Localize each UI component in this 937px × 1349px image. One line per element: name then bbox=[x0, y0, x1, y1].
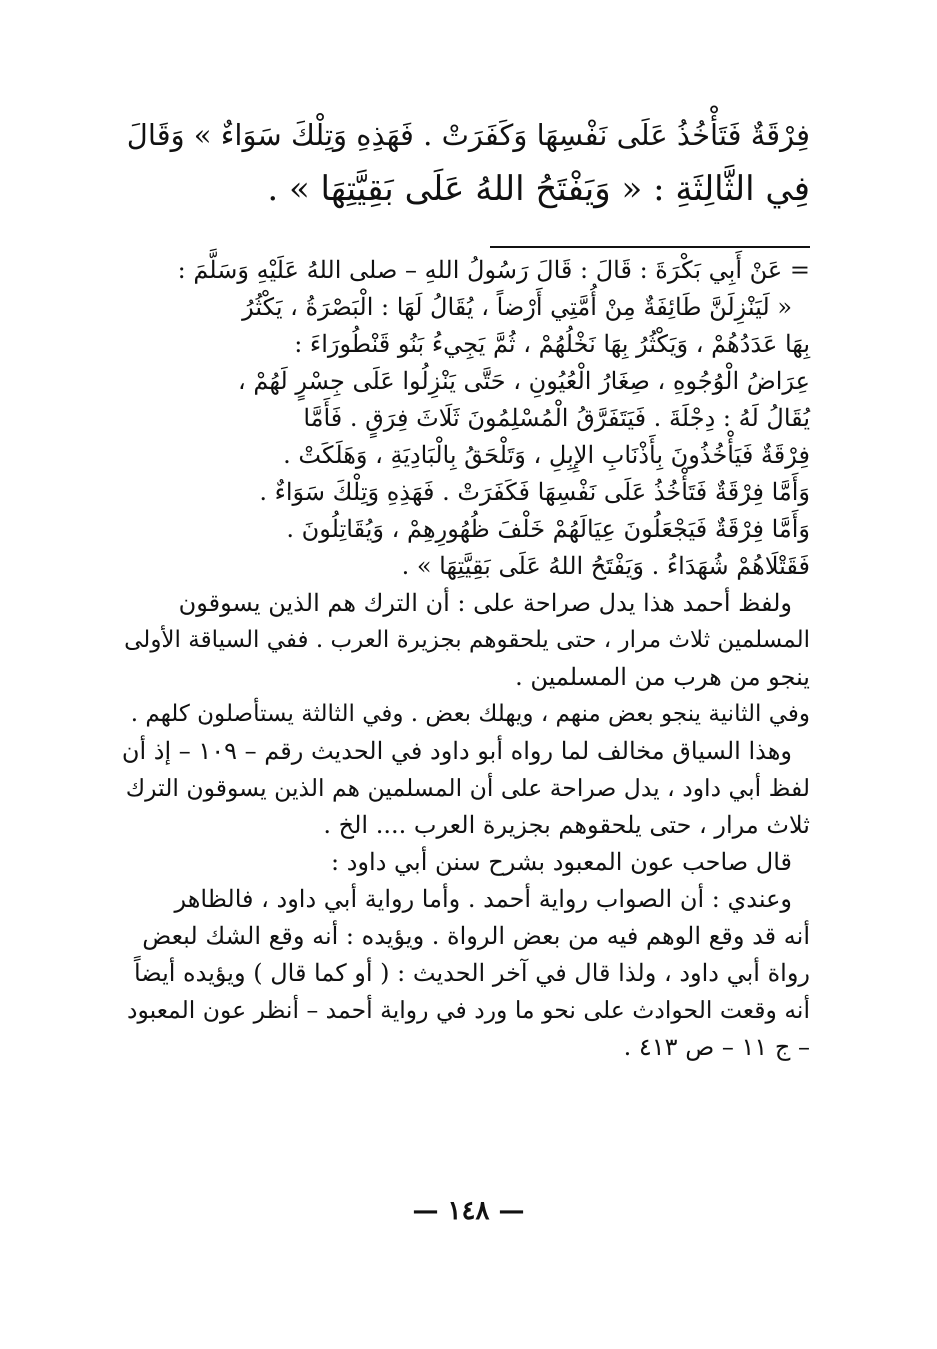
page-number: — ١٤٨ — bbox=[412, 1196, 525, 1226]
footnote-line: وفي الثانية ينجو بعض منهم ، ويهلك بعض . وفي الثالثة يستأصلون كلهم . bbox=[130, 701, 810, 727]
main-text-line: فِي الثَّالِثَةِ : « وَيَفْتَحُ اللهُ عَلَى بَقِيَّتِهَا » . bbox=[267, 169, 810, 209]
footnote-line: فَقَتْلَاهُمْ شُهَدَاءُ . وَيَفْتَحُ اللهُ عَلَى بَقِيَّتِهَا » . bbox=[401, 552, 810, 580]
footnote-line: ينجو من هرب من المسلمين . bbox=[515, 663, 810, 691]
footnote-line: يُقَالُ لَهُ : دِجْلَةَ . فَيَتَفَرَّقُ الْمُسْلِمُونَ ثَلَاثَ فِرَقٍ . فَأَمَّا bbox=[303, 404, 810, 432]
footnote-line: لفظ أبي داود ، يدل صراحة على أن المسلمين هم الذين يسوقون الترك bbox=[125, 774, 810, 802]
footnote-line: رواة أبي داود ، ولذا قال في آخر الحديث : ( أو كما قال ) ويؤيده أيضاً bbox=[133, 959, 810, 987]
footnote-line: ولفظ أحمد هذا يدل صراحة على : أن الترك هم الذين يسوقون bbox=[178, 589, 792, 617]
footnote bbox=[120, 252, 810, 1066]
footnote-line: أنه قد وقع الوهم فيه من بعض الرواة . ويؤيده : أنه وقع الشك لبعض bbox=[142, 922, 810, 950]
footnote-line: أنه وقعت الحوادث على نحو ما ورد في رواية أحمد – أنظر عون المعبود bbox=[127, 996, 810, 1024]
footnote-line: فِرْقَةٌ فَيَأْخُذُونَ بِأَذْنَابِ الإِبِلِ ، وَتَلْحَقُ بِالْبَادِيَةِ ، وَهَلَكَتْ . bbox=[283, 441, 810, 469]
footnote-line: وَأَمَّا فِرْقَةٌ فَيَجْعَلُونَ عِيَالَهُمْ خَلْفَ ظُهُورِهِمْ ، وَيُقَاتِلُونَ . bbox=[286, 515, 810, 543]
footnote-line: بِهَا عَدَدُهُمْ ، وَيَكْثُرُ بِهَا نَخْلُهُمْ ، ثُمَّ يَجِيءُ بَنُو قَنْطُورَاءَ : bbox=[294, 330, 810, 358]
footnote-line: « لَيَنْزِلَنَّ طَائِفَةٌ مِنْ أُمَّتِي أَرْضاً ، يُقَالُ لَهَا : الْبَصْرَةُ ، يَكْثُرُ bbox=[242, 293, 792, 321]
footnote-line: قال صاحب عون المعبود بشرح سنن أبي داود : bbox=[331, 848, 792, 876]
footnote-line: = عَنْ أَبِي بَكْرَةَ : قَالَ : قَالَ رَسُولُ اللهِ – صلى اللهُ عَلَيْهِ وَسَلَّمَ : bbox=[177, 256, 810, 284]
footnote-line: عِرَاضُ الْوُجُوهِ ، صِغَارُ الْعُيُونِ ، حَتَّى يَنْزِلُوا عَلَى جِسْرٍ لَهُمْ ، bbox=[237, 367, 810, 395]
main-text-line: فِرْقَةٌ فَتَأْخُذُ عَلَى نَفْسِهَا وَكَفَرَتْ . فَهَذِهِ وَتِلْكَ سَوَاءٌ » وَقَالَ bbox=[126, 118, 810, 152]
footnote-line: وعندي : أن الصواب رواية أحمد . وأما رواية أبي داود ، فالظاهر bbox=[174, 885, 792, 913]
footnote-line: المسلمين ثلاث مرار ، حتى يلحقوهم بجزيرة العرب . ففي السياقة الأولى bbox=[124, 627, 810, 653]
footnote-line: ثلاث مرار ، حتى يلحقوهم بجزيرة العرب .... الخ . bbox=[323, 811, 810, 839]
main-text bbox=[120, 108, 810, 216]
footnote-line: وهذا السياق مخالف لما رواه أبو داود في الحديث رقم – ١٠٩ – إذ أن bbox=[121, 737, 792, 765]
footnote-line: وَأَمَّا فِرْقَةٌ فَتَأْخُذُ عَلَى نَفْسِهَا فَكَفَرَتْ . فَهَذِهِ وَتِلْكَ سَوَاءٌ . bbox=[259, 478, 810, 506]
footnote-separator bbox=[490, 246, 810, 248]
footnote-line: – ج ١١ – ص ٤١٣ . bbox=[623, 1033, 810, 1061]
